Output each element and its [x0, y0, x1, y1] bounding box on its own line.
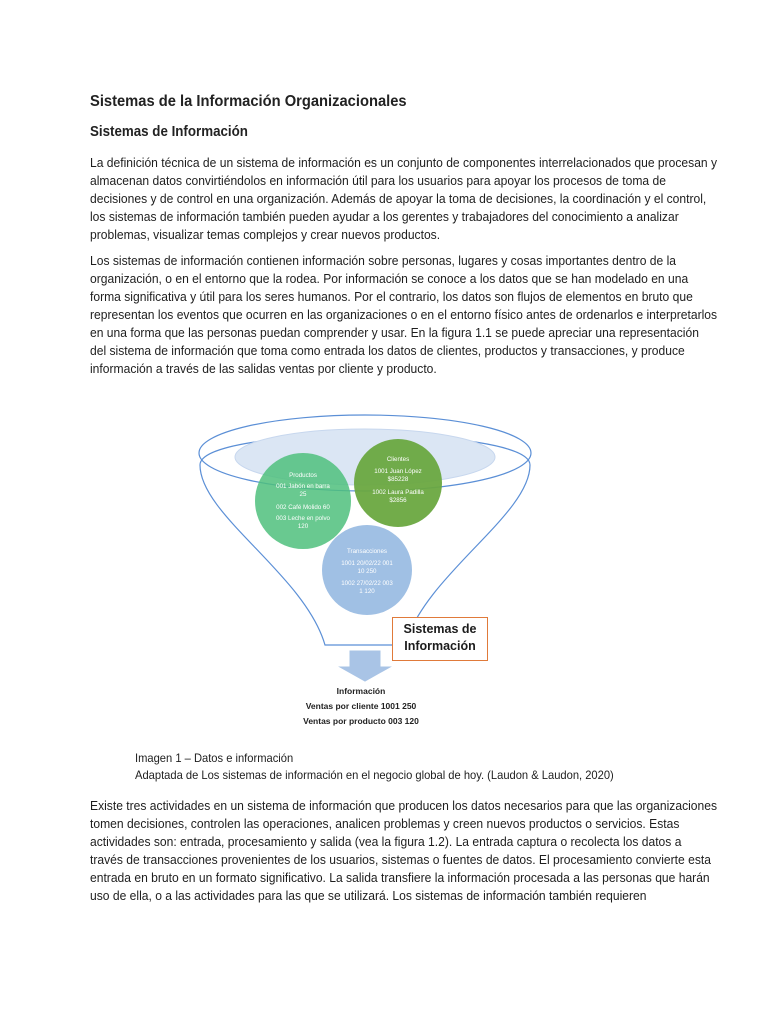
- text-line: actividades son: entrada, procesamiento y salida (vea la figura 1.2). La entrada captura o recolecta los datos a: [90, 834, 682, 849]
- text-line: tomen decisiones, controlen las operaciones, analicen problemas y creen nuevos productos o servicios. Estas: [90, 816, 680, 831]
- clientes-title: Clientes: [386, 456, 410, 463]
- text-line: representan los eventos que ocurren en las organizaciones o en el entorno físico antes de ordenarlos e interpretarlos: [90, 307, 718, 322]
- figure-caption: [135, 750, 614, 784]
- paragraph-activities: [90, 797, 718, 905]
- text-line: en una forma que las personas puedan comprender y usar. En la figura 1.1 se puede apreciar una representación: [90, 325, 699, 340]
- text-line: uso de ella, o a las actividades para las que se utilizará. Los sistemas de información también requieren: [90, 888, 647, 903]
- transacciones-title: Transacciones: [346, 548, 388, 555]
- box-label-line: Información: [404, 639, 476, 653]
- productos-line: 003 Leche en polvo: [275, 515, 331, 522]
- clientes-line: 1002 Laura Padilla: [372, 489, 424, 496]
- paragraph-definition: [90, 154, 718, 244]
- output-title: Información: [336, 686, 386, 696]
- transacciones-line: 1002 27/02/22 003: [341, 580, 393, 587]
- output-line: Ventas por cliente 1001 250: [305, 701, 417, 711]
- transacciones-line: 1001 20/02/22 001: [341, 560, 393, 567]
- text-line: problemas, visualizar temas complejos y crear nuevos productos.: [90, 227, 441, 242]
- text-line: decisiones y de control en una organización. Además de apoyar la toma de decisiones, la coordinación y el control,: [90, 191, 707, 206]
- text-line: través de transacciones provenientes de los usuarios, sistemas o fuentes de datos. El procesamiento convierte esta: [90, 852, 711, 867]
- transacciones-line: 10 250: [357, 568, 377, 575]
- productos-line: 120: [297, 523, 309, 530]
- box-label-line: Sistemas de: [403, 622, 477, 636]
- text-line: los sistemas de información también pueden ayudar a los gerentes y trabajadores del conocimiento a analizar: [90, 209, 679, 224]
- sistemas-informacion-box: [392, 617, 488, 661]
- productos-line: 25: [299, 491, 307, 498]
- text-line: Existe tres actividades en un sistema de información que producen los datos necesarios para que las organizaciones: [90, 798, 718, 813]
- productos-title: Productos: [289, 472, 317, 479]
- down-arrow-icon: [340, 651, 390, 681]
- text-line: forma significativa y útil para los seres humanos. Por el contrario, los datos son flujos de elementos en bruto que: [90, 289, 693, 304]
- transacciones-line: 1 120: [359, 588, 375, 595]
- text-line: del sistema de información que toma como entrada los datos de clientes, productos y transacciones, y produce: [90, 343, 685, 358]
- section-heading: Sistemas de Información: [90, 124, 248, 140]
- caption-line: Imagen 1 – Datos e información: [135, 751, 294, 765]
- text-line: La definición técnica de un sistema de información es un conjunto de componentes interrelacionados que procesan y: [90, 155, 718, 170]
- productos-circle: [255, 453, 351, 549]
- clientes-circle: [354, 439, 442, 527]
- clientes-line: $85228: [387, 476, 409, 483]
- caption-line: Adaptada de Los sistemas de información en el negocio global de hoy. (Laudon & Laudon, 2020): [135, 768, 614, 782]
- text-line: organización, o en el entorno que la rodea. Por información se conoce a los datos que se han modelado en una: [90, 271, 689, 286]
- page-title: Sistemas de la Información Organizacionales: [90, 93, 407, 110]
- output-label: [290, 684, 432, 729]
- paragraph-information: [90, 252, 718, 378]
- output-line: Ventas por producto 003 120: [303, 716, 419, 726]
- productos-line: 001 Jabón en barra: [276, 483, 330, 490]
- text-line: entrada en bruto en un formato significativo. La salida transfiere la información procesada a las personas que harán: [90, 870, 710, 885]
- text-line: información a través de las salidas ventas por cliente y producto.: [90, 361, 437, 376]
- text-line: almacenan datos convirtiéndolos en información útil para los usuarios para apoyar los procesos de toma de: [90, 173, 666, 188]
- clientes-line: 1001 Juan López: [374, 468, 422, 475]
- text-line: Los sistemas de información contienen información sobre personas, lugares y cosas importantes dentro de la: [90, 253, 677, 268]
- productos-line: 002 Café Molido 60: [276, 504, 330, 511]
- clientes-line: $2856: [389, 497, 407, 504]
